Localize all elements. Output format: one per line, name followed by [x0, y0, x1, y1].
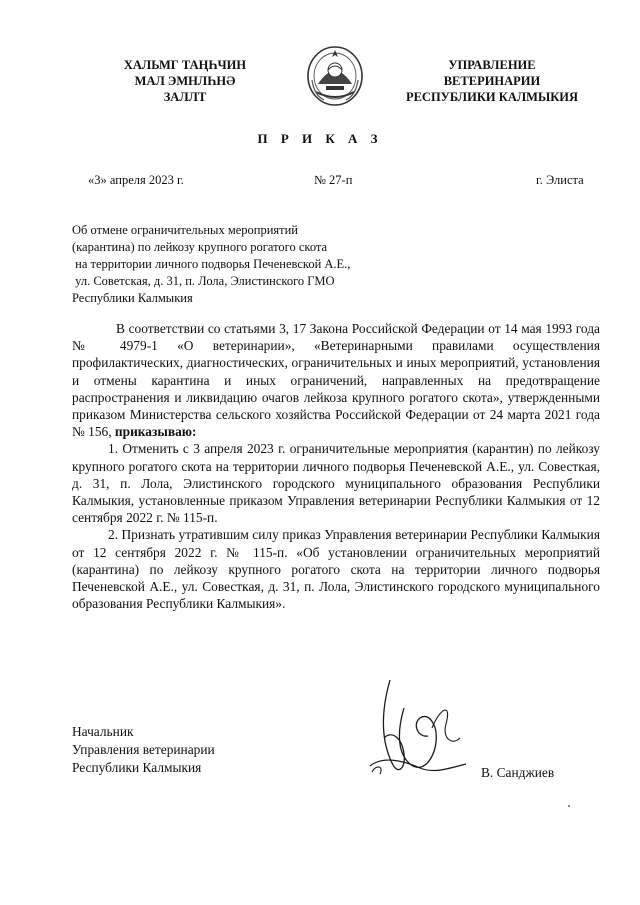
- handwritten-signature-icon: [362, 668, 480, 786]
- header-right-russian: [392, 57, 592, 105]
- position-line: Управления ветеринарии: [72, 742, 215, 757]
- order-item-2: 2. Признать утратившим силу приказ Управления ветеринарии Республики Калмыкия от 12 сентября 2022 г. № 115-п. «Об установлении ограничительных мероприятий (карантина) по лейкозу крупного рогатого скота на территории личного подворья Печеневской А.Е., ул. Совесткая, д. 31, п. Лола, Элистинского городского муниципального образования Республики Калмыкия».: [72, 527, 600, 612]
- header-left-line: ХАЛЬМГ ТАҢҺЧИН: [123, 58, 247, 72]
- coat-of-arms-icon: [304, 40, 366, 108]
- header-left-line: МАЛ ЭМНЛҺНӘ: [134, 74, 236, 88]
- position-line: Начальник: [72, 724, 134, 739]
- order-subject: [72, 222, 350, 307]
- order-date: «3» апреля 2023 г.: [88, 173, 184, 187]
- subject-line: (карантина) по лейкозу крупного рогатого скота: [72, 240, 328, 254]
- order-city: г. Элиста: [536, 173, 584, 187]
- signer-position: [72, 723, 215, 777]
- header-right-line: РЕСПУБЛИКИ КАЛМЫКИЯ: [405, 90, 579, 104]
- order-item-1: 1. Отменить с 3 апреля 2023 г. ограничительные мероприятия (карантин) по лейкозу крупного рогатого скота на территории личного подворья Печеневской А.Е., ул. Совесткая, д. 31, п. Лола, Элистинского городского муниципального образования Республики Калмыкия, установленные приказом Управления ветеринарии Республики Калмыкия от 12 сентября 2022 г. № 115-п.: [72, 441, 600, 526]
- order-number: № 27-п: [314, 173, 353, 187]
- document-title: П Р И К А З: [257, 131, 383, 146]
- position-line: Республики Калмыкия: [72, 760, 202, 775]
- order-body: [72, 320, 600, 612]
- order-word: приказываю:: [114, 424, 197, 440]
- intro-paragraph: [72, 320, 600, 440]
- scan-speck: [568, 805, 570, 807]
- subject-line: Республики Калмыкия: [72, 291, 193, 305]
- header-left-line: ЗАЛЛТ: [163, 90, 207, 104]
- intro-text: В соответствии со статьями 3, 17 Закона Российской Федерации от 14 мая 1993 года № 4979-1 «О ветеринарии», «Ветеринарными правилами осуществления профилактических, диагностических, ограничительных и иных мероприятий, установления и отмены карантина и иных ограничений, направленных на предотвращение распространения и ликвидацию очагов лейкоза крупного рогатого скота», утвержденными приказом Министерства сельского хозяйства Российской Федерации от 24 марта 2021 года № 156,: [72, 321, 600, 440]
- header-left-kalmyk: [100, 57, 270, 105]
- header-right-line: УПРАВЛЕНИЕ: [448, 58, 536, 72]
- subject-line: на территории личного подворья Печеневской А.Е.,: [72, 257, 351, 271]
- signer-name: В. Санджиев: [481, 765, 555, 780]
- subject-line: ул. Советская, д. 31, п. Лола, Элистинского ГМО: [72, 274, 335, 288]
- header-right-line: ВЕТЕРИНАРИИ: [443, 74, 541, 88]
- subject-line: Об отмене ограничительных мероприятий: [72, 223, 299, 237]
